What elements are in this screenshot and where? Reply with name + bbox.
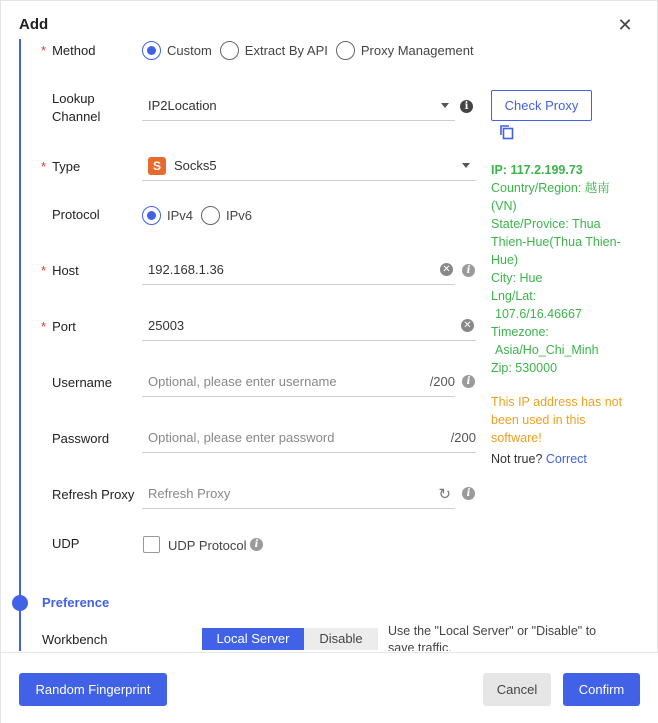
password-field[interactable] <box>142 423 476 453</box>
lookup-channel-select[interactable] <box>142 91 455 121</box>
clear-icon[interactable]: ✕ <box>461 319 474 332</box>
radio-selected-icon <box>142 41 161 60</box>
copy-icon[interactable] <box>499 124 515 140</box>
protocol-option-ipv4[interactable]: IPv4 <box>142 206 193 225</box>
radio-unselected-icon <box>220 41 239 60</box>
protocol-radio-group <box>142 206 260 225</box>
type-select[interactable] <box>142 151 476 181</box>
method-option-extract-api[interactable]: Extract By API <box>220 41 328 60</box>
step-timeline-line <box>19 39 21 651</box>
workbench-option-local-server[interactable]: Local Server <box>202 628 304 650</box>
not-true-text: Not true? Correct <box>491 452 587 466</box>
type-label: * Type <box>41 159 81 174</box>
udp-label: UDP <box>52 536 80 551</box>
port-input[interactable] <box>142 311 476 341</box>
method-radio-group <box>142 41 482 60</box>
info-icon[interactable]: i <box>460 100 473 113</box>
password-counter: /200 <box>450 430 476 445</box>
socks-icon: S <box>148 157 166 175</box>
correct-link[interactable]: Correct <box>545 452 587 466</box>
udp-protocol-label: UDP Protocol <box>168 538 247 553</box>
cancel-button[interactable]: Cancel <box>483 673 551 706</box>
workbench-option-disable[interactable]: Disable <box>304 628 378 650</box>
refresh-proxy-label: Refresh Proxy <box>52 487 135 502</box>
step-dot <box>12 595 28 611</box>
info-icon[interactable]: i <box>462 487 475 500</box>
host-value: 192.168.1.36 <box>148 262 224 277</box>
timezone-value: Asia/Ho_Chi_Minh <box>495 343 599 357</box>
refresh-proxy-input[interactable] <box>142 486 438 501</box>
info-icon[interactable]: i <box>250 538 263 551</box>
confirm-button[interactable]: Confirm <box>563 673 640 706</box>
lnglat-value: 107.6/16.46667 <box>495 307 582 321</box>
info-icon[interactable]: i <box>462 375 475 388</box>
refresh-icon[interactable]: ↻ <box>438 485 451 503</box>
password-input[interactable] <box>142 430 451 445</box>
ip-info-panel <box>491 161 631 377</box>
close-icon[interactable]: ✕ <box>617 15 633 35</box>
port-label: * Port <box>41 319 76 334</box>
radio-selected-icon <box>142 206 161 225</box>
dialog-title: Add <box>19 16 49 33</box>
state-province: State/Provice: Thua Thien-Hue(Thua Thien-Hue) <box>491 217 621 267</box>
host-label: * Host <box>41 263 79 278</box>
workbench-toggle <box>202 628 378 650</box>
username-counter: /200 <box>429 374 455 389</box>
lookup-channel-value: IP2Location <box>148 98 217 113</box>
username-input[interactable] <box>142 374 430 389</box>
check-proxy-button[interactable]: Check Proxy <box>491 90 592 121</box>
radio-unselected-icon <box>201 206 220 225</box>
host-input[interactable] <box>142 255 455 285</box>
method-label: * Method <box>41 43 96 58</box>
port-value: 25003 <box>148 318 185 333</box>
type-value: Socks5 <box>174 158 217 173</box>
lnglat-label: Lng/Lat: <box>491 289 537 303</box>
chevron-down-icon <box>441 103 449 108</box>
workbench-hint: Use the "Local Server" or "Disable" to save traffic. <box>388 624 597 651</box>
zip: Zip: 530000 <box>491 361 558 375</box>
clear-icon[interactable]: ✕ <box>440 263 453 276</box>
city: City: Hue <box>491 271 543 285</box>
timezone-label: Timezone: <box>491 325 549 339</box>
username-label: Username <box>52 375 112 390</box>
refresh-proxy-field[interactable] <box>142 479 455 509</box>
protocol-option-ipv6[interactable]: IPv6 <box>201 206 252 225</box>
country-region: Country/Region: 越南 (VN) <box>491 181 610 213</box>
random-fingerprint-button[interactable]: Random Fingerprint <box>19 673 167 706</box>
username-field[interactable] <box>142 367 455 397</box>
method-option-proxy-management[interactable]: Proxy Management <box>336 41 474 60</box>
radio-unselected-icon <box>336 41 355 60</box>
unused-ip-warning: This IP address has not been used in this software! <box>491 395 623 445</box>
method-option-custom[interactable]: Custom <box>142 41 212 60</box>
protocol-label: Protocol <box>52 207 100 222</box>
udp-checkbox[interactable] <box>143 536 160 553</box>
chevron-down-icon <box>462 163 470 168</box>
dialog-footer <box>1 652 658 723</box>
info-icon[interactable]: i <box>462 264 475 277</box>
workbench-label: Workbench <box>42 632 108 647</box>
lookup-channel-label: Lookup Channel <box>52 91 101 124</box>
preference-heading: Preference <box>42 595 110 610</box>
ip-address: IP: 117.2.199.73 <box>491 163 583 177</box>
password-label: Password <box>52 431 110 446</box>
